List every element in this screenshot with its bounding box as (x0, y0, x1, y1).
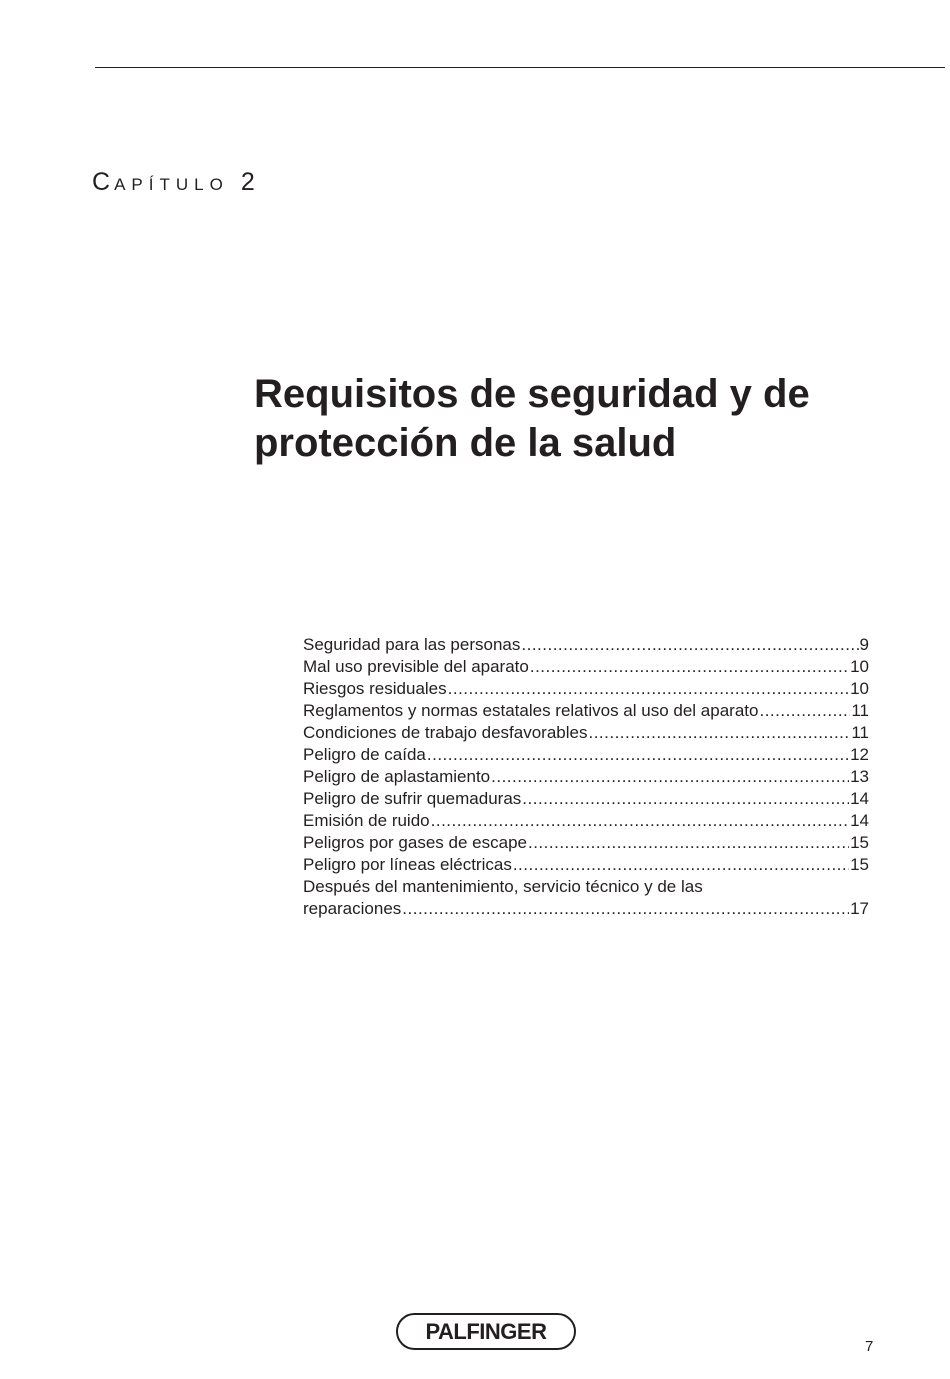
toc-entry-last-line (303, 898, 869, 920)
toc-entry-text: Seguridad para las personas (303, 635, 521, 654)
toc-entry-page: 10 (850, 679, 869, 698)
toc-entry-page: 10 (850, 657, 869, 676)
toc-leader (402, 898, 849, 920)
toc-leader (588, 722, 850, 744)
toc-entry-text: Peligros por gases de escape (303, 833, 527, 852)
toc-leader (448, 678, 849, 700)
toc-entry-page: 14 (850, 789, 869, 808)
toc-entry-page: 15 (850, 855, 869, 874)
chapter-number: 2 (240, 168, 255, 196)
toc-entry-page: 13 (850, 767, 869, 786)
toc-entry[interactable] (303, 722, 869, 744)
toc-entry-text-line1: Después del mantenimiento, servicio técnico y de las (303, 877, 703, 896)
toc-entry-text: Peligro de caída (303, 745, 426, 764)
toc-leader (427, 744, 849, 766)
toc-entry[interactable] (303, 854, 869, 876)
toc-entry[interactable] (303, 832, 869, 854)
toc-entry-page: 15 (850, 833, 869, 852)
toc-leader (491, 766, 849, 788)
toc-entry[interactable] (303, 656, 869, 678)
toc-entry-page: 11 (851, 723, 869, 742)
toc-entry[interactable] (303, 744, 869, 766)
toc-leader (759, 700, 850, 722)
toc-entry[interactable] (303, 678, 869, 700)
palfinger-logo (396, 1313, 576, 1350)
toc-entry-text: reparaciones (303, 899, 402, 918)
toc-leader (522, 788, 849, 810)
toc-entry-text: Peligro por líneas eléctricas (303, 855, 512, 874)
toc-entry[interactable] (303, 634, 869, 656)
toc-entry-text: Riesgos residuales (303, 679, 447, 698)
header-rule (95, 67, 945, 68)
toc-leader (521, 634, 858, 656)
toc-entry-page: 12 (850, 745, 869, 764)
toc-entry-text: Emisión de ruido (303, 811, 430, 830)
chapter-label-rest: APÍTULO (114, 175, 229, 194)
toc-entry-page: 11 (851, 701, 869, 720)
table-of-contents (303, 634, 869, 920)
toc-entry-text: Peligro de aplastamiento (303, 767, 491, 786)
toc-leader (513, 854, 849, 876)
toc-entry[interactable] (303, 766, 869, 788)
logo-text: PALFINGER (425, 1318, 547, 1344)
chapter-title: Requisitos de seguridad y de protección de la salud (254, 372, 810, 465)
toc-entry-text: Peligro de sufrir quemaduras (303, 789, 522, 808)
chapter-label-initial: C (92, 168, 115, 196)
toc-entry-text: Reglamentos y normas estatales relativos al uso del aparato (303, 701, 759, 720)
toc-entry[interactable] (303, 788, 869, 810)
toc-leader (530, 656, 849, 678)
toc-entry[interactable] (303, 810, 869, 832)
toc-entry-page: 17 (850, 899, 869, 918)
toc-entry-text: Condiciones de trabajo desfavorables (303, 723, 588, 742)
toc-entry[interactable] (303, 876, 869, 920)
toc-leader (431, 810, 849, 832)
page-number: 7 (865, 1338, 874, 1355)
toc-entry-page: 14 (850, 811, 869, 830)
toc-entry[interactable] (303, 700, 869, 722)
toc-leader (528, 832, 849, 854)
chapter-label (92, 168, 255, 197)
toc-entry-text: Mal uso previsible del aparato (303, 657, 529, 676)
toc-entry-page: 9 (859, 635, 869, 654)
